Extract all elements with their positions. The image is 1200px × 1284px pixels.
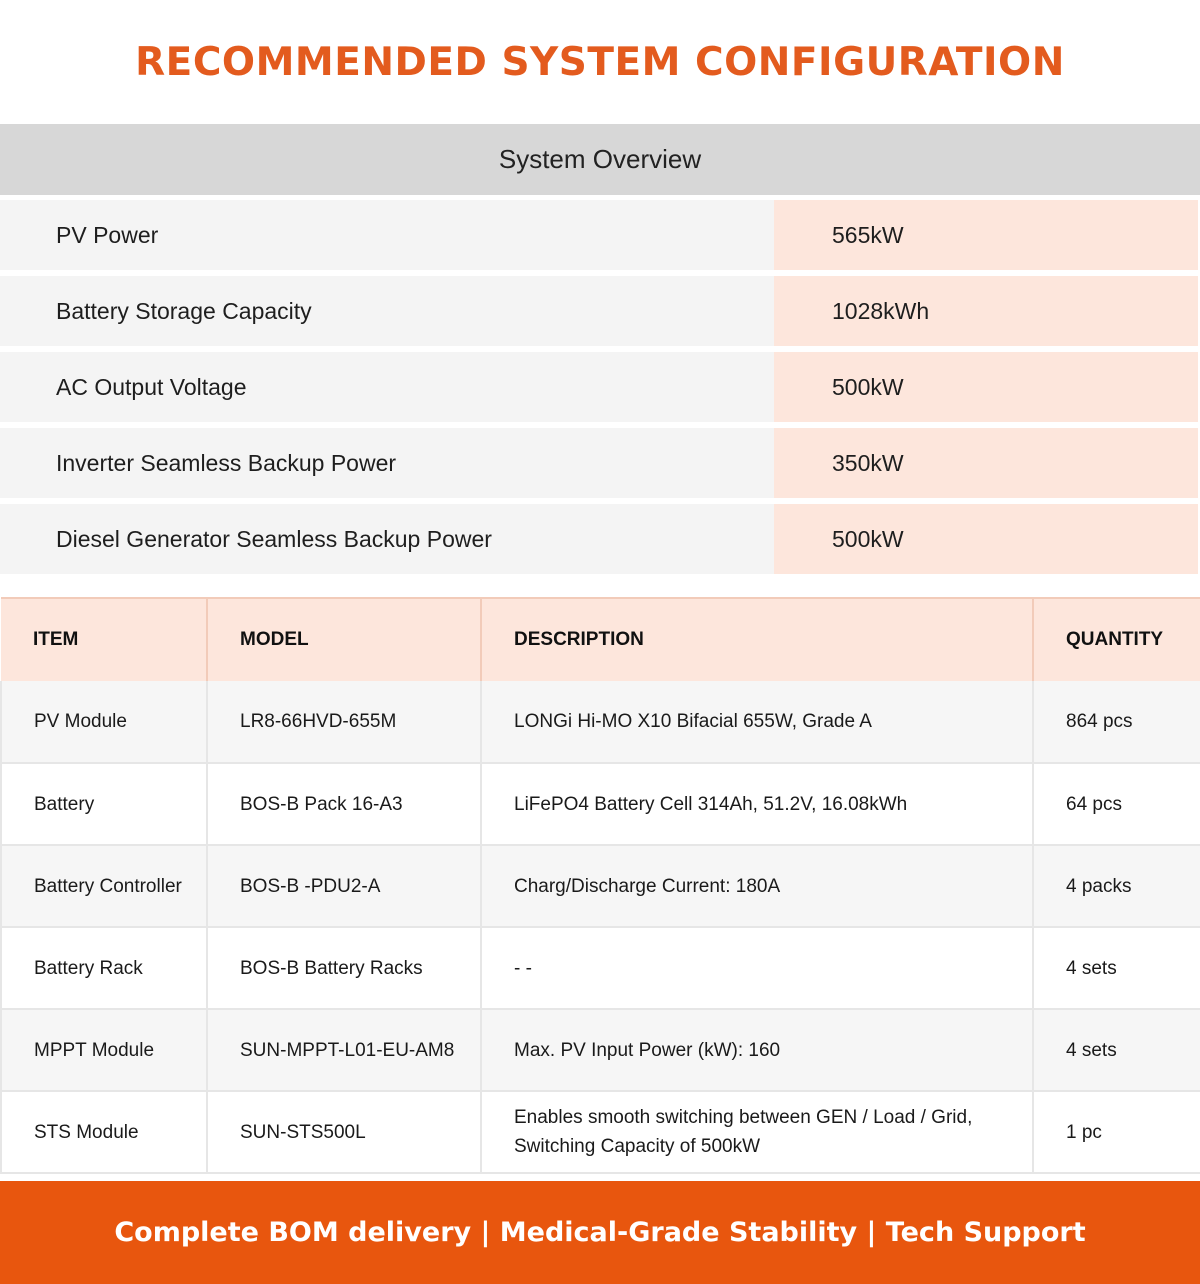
cell-description: Enables smooth switching between GEN / Load / Grid, Switching Capacity of 500kW	[481, 1091, 1033, 1173]
overview-label: AC Output Voltage	[0, 352, 774, 422]
overview-label: Battery Storage Capacity	[0, 276, 774, 346]
cell-quantity: 4 sets	[1033, 927, 1200, 1009]
overview-row-battery-capacity	[0, 276, 1200, 346]
cell-description: LiFePO4 Battery Cell 314Ah, 51.2V, 16.08kWh	[481, 763, 1033, 845]
cell-item: PV Module	[1, 681, 207, 763]
cell-model: BOS-B Battery Racks	[207, 927, 481, 1009]
column-header-description: DESCRIPTION	[481, 598, 1033, 681]
cell-model: BOS-B -PDU2-A	[207, 845, 481, 927]
cell-item: Battery	[1, 763, 207, 845]
footer-banner: Complete BOM delivery | Medical-Grade Stability | Tech Support	[0, 1181, 1200, 1284]
overview-value: 565kW	[774, 200, 1198, 270]
table-row	[1, 927, 1200, 1009]
overview-value: 500kW	[774, 352, 1198, 422]
overview-value: 1028kWh	[774, 276, 1198, 346]
cell-quantity: 4 sets	[1033, 1009, 1200, 1091]
cell-item: MPPT Module	[1, 1009, 207, 1091]
cell-model: BOS-B Pack 16-A3	[207, 763, 481, 845]
overview-value: 500kW	[774, 504, 1198, 574]
overview-label: Inverter Seamless Backup Power	[0, 428, 774, 498]
table-row	[1, 1091, 1200, 1173]
overview-row-pv-power	[0, 200, 1200, 270]
table-row	[1, 763, 1200, 845]
cell-description: Max. PV Input Power (kW): 160	[481, 1009, 1033, 1091]
cell-model: LR8-66HVD-655M	[207, 681, 481, 763]
table-row	[1, 681, 1200, 763]
cell-item: STS Module	[1, 1091, 207, 1173]
cell-description: - -	[481, 927, 1033, 1009]
cell-quantity: 864 pcs	[1033, 681, 1200, 763]
table-row	[1, 1009, 1200, 1091]
overview-header: System Overview	[0, 124, 1200, 195]
page-title: RECOMMENDED SYSTEM CONFIGURATION	[135, 40, 1065, 85]
cell-description: Charg/Discharge Current: 180A	[481, 845, 1033, 927]
cell-model: SUN-STS500L	[207, 1091, 481, 1173]
bom-table	[0, 597, 1200, 1174]
overview-row-diesel-backup	[0, 504, 1200, 574]
bom-header-row	[1, 598, 1200, 681]
overview-label: Diesel Generator Seamless Backup Power	[0, 504, 774, 574]
cell-item: Battery Rack	[1, 927, 207, 1009]
overview-value: 350kW	[774, 428, 1198, 498]
overview-row-inverter-backup	[0, 428, 1200, 498]
table-row	[1, 845, 1200, 927]
overview-label: PV Power	[0, 200, 774, 270]
cell-description: LONGi Hi-MO X10 Bifacial 655W, Grade A	[481, 681, 1033, 763]
cell-quantity: 4 packs	[1033, 845, 1200, 927]
column-header-quantity: QUANTITY	[1033, 598, 1200, 681]
overview-row-ac-output	[0, 352, 1200, 422]
column-header-model: MODEL	[207, 598, 481, 681]
cell-quantity: 64 pcs	[1033, 763, 1200, 845]
cell-quantity: 1 pc	[1033, 1091, 1200, 1173]
column-header-item: ITEM	[1, 598, 207, 681]
cell-model: SUN-MPPT-L01-EU-AM8	[207, 1009, 481, 1091]
cell-item: Battery Controller	[1, 845, 207, 927]
